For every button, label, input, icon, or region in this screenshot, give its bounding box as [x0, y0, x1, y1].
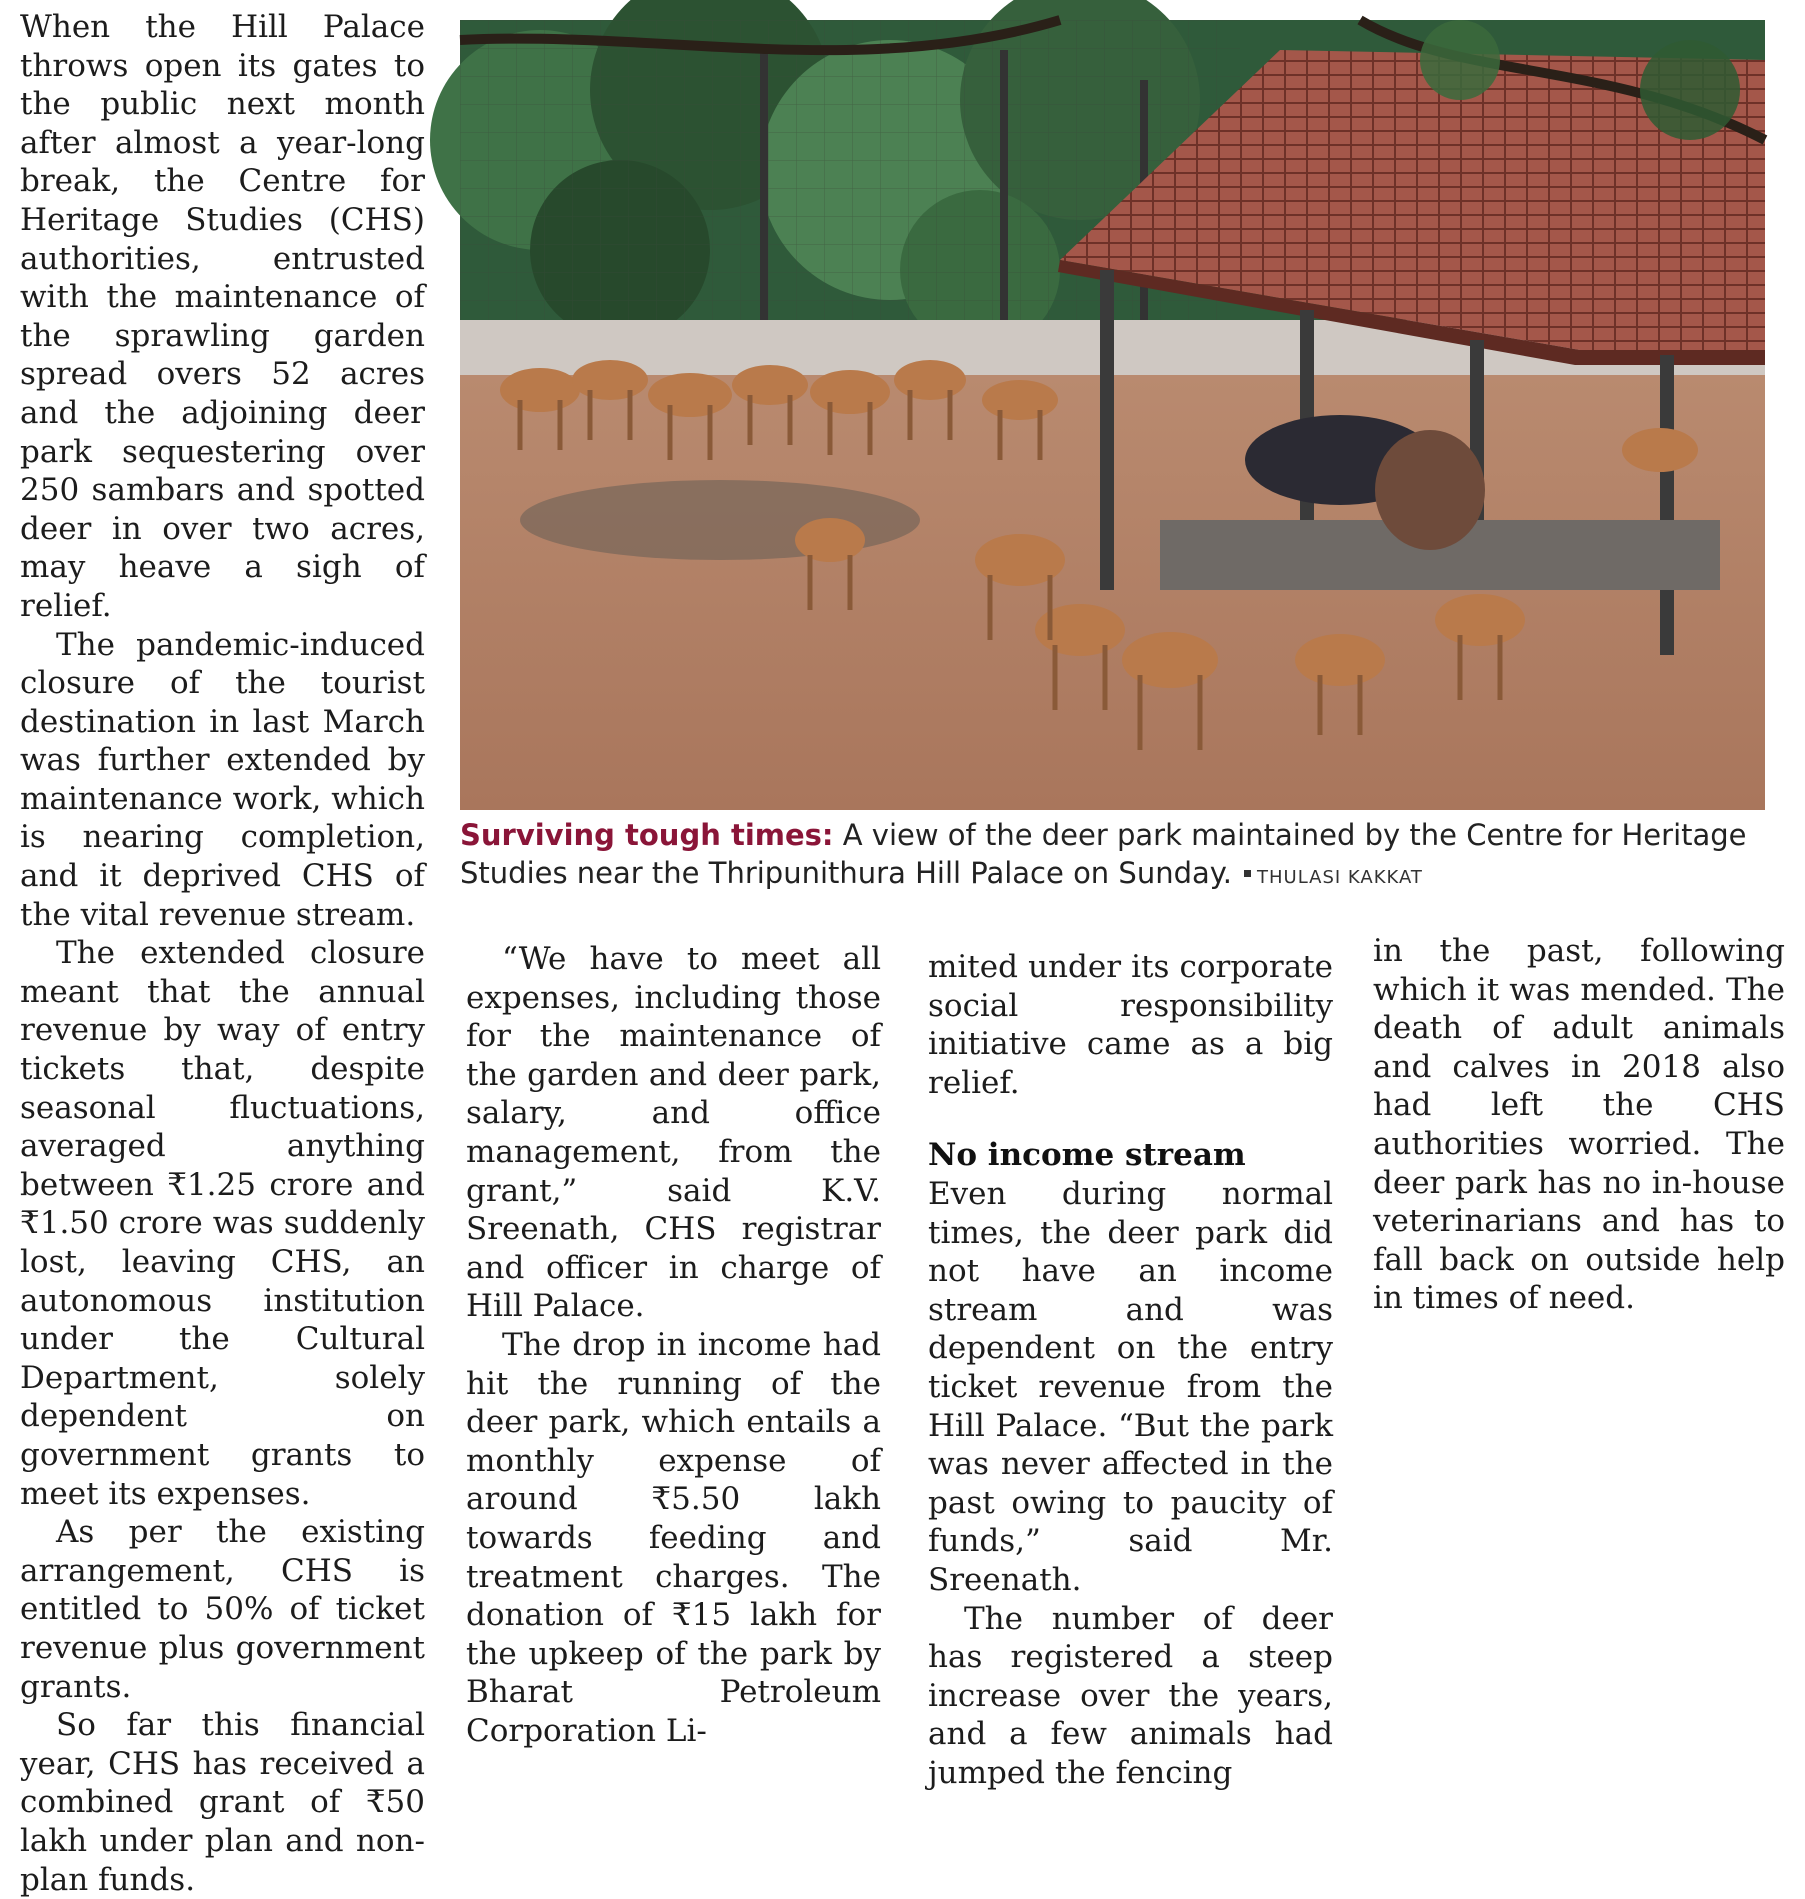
paragraph: “We have to meet all expenses, including those for the maintenance of the garden and deer park, salary, and office management, from the grant,” said K.V. Sreenath, CHS registrar and officer in charge of Hill Palace.: [466, 941, 881, 1325]
paragraph: As per the existing arrangement, CHS is entitled to 50% of ticket revenue plus government grants.: [20, 1514, 425, 1705]
photo-credit: THULASI KAKKAT: [1257, 867, 1423, 888]
section-subheading: No income stream: [928, 1137, 1246, 1174]
paragraph: When the Hill Palace throws open its gates to the public next month after almost a year-long break, the Centre for Heritage Studies (CHS) authorities, entrusted with the maintenance of the sprawling garden spread overs 52 acres and the adjoining deer park sequestering over 250 sambars and spotted deer in over two acres, may heave a sigh of relief.: [20, 9, 425, 624]
paragraph: Even during normal times, the deer park did not have an income stream and was dependent on the entry ticket revenue from the Hill Palace. “But the park was never affected in the past owing to paucity of funds,” said Mr. Sreenath.: [928, 1175, 1333, 1598]
credit-square-icon: [1244, 870, 1251, 877]
paragraph: The pandemic-induced closure of the tourist destination in last March was further extended by maintenance work, which is nearing completion, and it deprived CHS of the vital revenue stream.: [20, 626, 425, 933]
photo-caption: [460, 816, 1780, 897]
article-column-2: [466, 940, 881, 1750]
paragraph: The drop in income had hit the running of the deer park, which entails a monthly expense of around ₹5.50 lakh towards feeding and treatment charges. The donation of ₹15 lakh for the upkeep of the park by Bharat Petroleum Corporation Li-: [466, 1326, 881, 1749]
article-column-1: [20, 8, 425, 1899]
photo-illustration: [460, 20, 1765, 810]
paragraph: mited under its corporate social responsibility initiative came as a big relief.: [928, 949, 1333, 1101]
paragraph: The number of deer has registered a steep increase over the years, and a few animals had jumped the fencing: [928, 1600, 1333, 1791]
article-column-3: [928, 948, 1333, 1792]
deer-park-photo: [460, 20, 1765, 810]
article-column-4: [1373, 932, 1785, 1318]
paragraph: The extended closure meant that the annual revenue by way of entry tickets that, despite seasonal fluctuations, averaged anything between ₹1.25 crore and ₹1.50 crore was suddenly lost, leaving CHS, an autonomous institution under the Cultural Department, solely dependent on government grants to meet its expenses.: [20, 935, 425, 1512]
caption-lead: Surviving tough times:: [460, 818, 834, 852]
paragraph: So far this financial year, CHS has received a combined grant of ₹50 lakh under plan and non-plan funds.: [20, 1707, 425, 1898]
paragraph: in the past, following which it was mended. The death of adult animals and calves in 2018 also had left the CHS authorities worried. The deer park has no in-house veterinarians and has to fall back on outside help in times of need.: [1373, 933, 1785, 1317]
caption-text: A view of the deer park maintained by the Centre for Heritage Studies near the Thripunithura Hill Palace on Sunday.: [460, 818, 1747, 890]
